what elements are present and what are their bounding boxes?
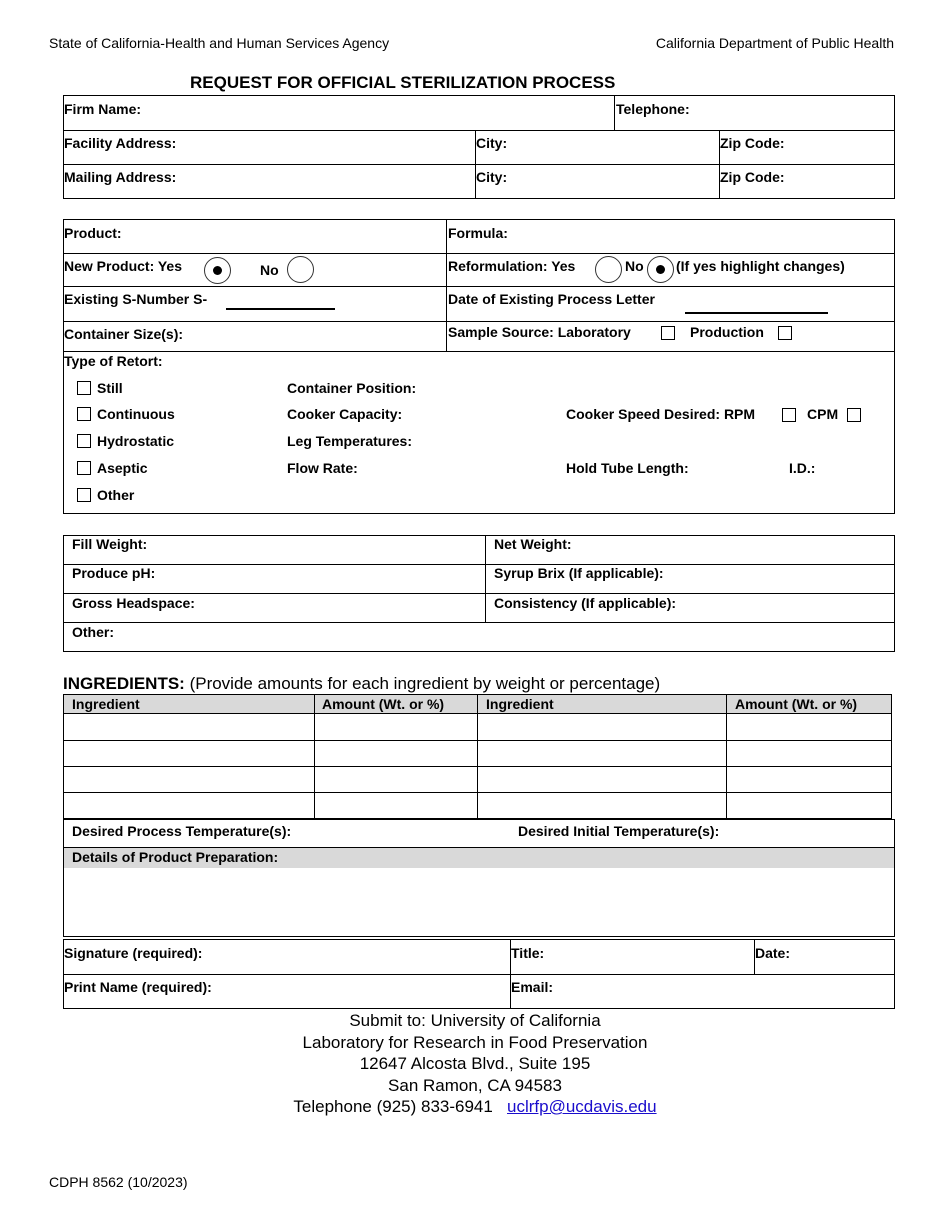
agency-name: State of California-Health and Human Services Agency xyxy=(49,35,390,51)
new-product-label: New Product: Yes xyxy=(64,258,183,274)
retort-aseptic-checkbox[interactable] xyxy=(77,461,91,475)
ingredient-cell[interactable] xyxy=(478,714,726,740)
new-product-no-label: No xyxy=(260,262,279,278)
formula-field[interactable]: Formula: xyxy=(448,225,508,241)
desired-initial-temp-field[interactable]: Desired Initial Temperature(s): xyxy=(518,823,720,839)
ingredient-column-header: Ingredient xyxy=(486,696,554,712)
amount-cell[interactable] xyxy=(315,714,477,740)
existing-letter-date-label: Date of Existing Process Letter xyxy=(448,291,655,307)
existing-s-number-label: Existing S-Number S- xyxy=(64,291,208,307)
submit-line: San Ramon, CA 94583 xyxy=(388,1075,562,1095)
product-preparation-input[interactable] xyxy=(64,869,894,936)
retort-hydrostatic-checkbox[interactable] xyxy=(77,434,91,448)
form-title: REQUEST FOR OFFICIAL STERILIZATION PROCESS xyxy=(190,73,616,92)
amount-column-header: Amount (Wt. or %) xyxy=(322,696,445,712)
submit-line: 12647 Alcosta Blvd., Suite 195 xyxy=(359,1054,591,1073)
mailing-zip-field[interactable]: Zip Code: xyxy=(720,169,785,185)
signer-title-field[interactable]: Title: xyxy=(511,945,545,961)
submit-address xyxy=(0,1010,950,1118)
reformulation-no-radio[interactable] xyxy=(647,256,674,283)
sample-source-label: Sample Source: Laboratory xyxy=(448,324,631,340)
hold-tube-id-field[interactable]: I.D.: xyxy=(789,460,816,476)
hold-tube-length-field[interactable]: Hold Tube Length: xyxy=(566,460,689,476)
sample-laboratory-checkbox[interactable] xyxy=(661,326,675,340)
form-number: CDPH 8562 (10/2023) xyxy=(49,1174,188,1190)
telephone-field[interactable]: Telephone: xyxy=(616,101,690,117)
ingredients-heading xyxy=(63,674,660,694)
ingredient-cell[interactable] xyxy=(64,714,314,740)
reformulation-no-label: No xyxy=(625,258,644,274)
facility-city-field[interactable]: City: xyxy=(476,135,508,151)
ingredients-note: (Provide amounts for each ingredient by weight or percentage) xyxy=(184,674,661,693)
signature-field[interactable]: Signature (required): xyxy=(64,945,203,961)
retort-continuous-checkbox[interactable] xyxy=(77,407,91,421)
submit-line: Submit to: University of California xyxy=(349,1011,601,1030)
amount-cell[interactable] xyxy=(727,714,891,740)
desired-process-temp-field[interactable]: Desired Process Temperature(s): xyxy=(72,823,292,839)
ingredients-heading-bold: INGREDIENTS: xyxy=(63,674,185,693)
cooker-capacity-field[interactable]: Cooker Capacity: xyxy=(287,406,403,422)
gross-headspace-field[interactable]: Gross Headspace: xyxy=(72,595,195,611)
facility-address-field[interactable]: Facility Address: xyxy=(64,135,177,151)
product-field[interactable]: Product: xyxy=(64,225,122,241)
sample-production-checkbox[interactable] xyxy=(778,326,792,340)
existing-letter-date-input[interactable] xyxy=(685,312,828,314)
submit-email-link[interactable]: uclrfp@ucdavis.edu xyxy=(507,1097,657,1116)
print-name-field[interactable]: Print Name (required): xyxy=(64,979,212,995)
firm-name-field[interactable]: Firm Name: xyxy=(64,101,142,117)
consistency-field[interactable]: Consistency (If applicable): xyxy=(494,595,677,611)
reformulation-yes-radio[interactable] xyxy=(595,256,622,283)
amount-column-header: Amount (Wt. or %) xyxy=(735,696,858,712)
date-field[interactable]: Date: xyxy=(755,945,791,961)
ingredient-column-header: Ingredient xyxy=(72,696,140,712)
cooker-speed-cpm-label: CPM xyxy=(807,406,839,422)
container-sizes-field[interactable]: Container Size(s): xyxy=(64,326,184,342)
retort-continuous-label: Continuous xyxy=(97,406,175,422)
syrup-brix-field[interactable]: Syrup Brix (If applicable): xyxy=(494,565,664,581)
leg-temperatures-field[interactable]: Leg Temperatures: xyxy=(287,433,412,449)
mailing-city-field[interactable]: City: xyxy=(476,169,508,185)
produce-ph-field[interactable]: Produce pH: xyxy=(72,565,156,581)
retort-other-checkbox[interactable] xyxy=(77,488,91,502)
cooker-speed-rpm-checkbox[interactable] xyxy=(782,408,796,422)
cooker-speed-label: Cooker Speed Desired: RPM xyxy=(566,406,756,422)
retort-other-label: Other xyxy=(97,487,135,503)
flow-rate-field[interactable]: Flow Rate: xyxy=(287,460,358,476)
existing-s-number-input[interactable] xyxy=(226,308,335,310)
sample-production-label: Production xyxy=(690,324,764,340)
retort-aseptic-label: Aseptic xyxy=(97,460,148,476)
mailing-address-field[interactable]: Mailing Address: xyxy=(64,169,177,185)
retort-still-checkbox[interactable] xyxy=(77,381,91,395)
submit-contact xyxy=(0,1096,950,1118)
submit-line: Laboratory for Research in Food Preservation xyxy=(302,1032,648,1052)
submit-telephone: Telephone (925) 833-6941 xyxy=(293,1097,493,1116)
reformulation-label: Reformulation: Yes xyxy=(448,258,576,274)
reformulation-note: (If yes highlight changes) xyxy=(676,258,845,274)
retort-type-label: Type of Retort: xyxy=(64,353,163,369)
product-preparation-label: Details of Product Preparation: xyxy=(72,849,279,865)
new-product-no-radio[interactable] xyxy=(287,256,314,283)
email-field[interactable]: Email: xyxy=(511,979,554,995)
cooker-speed-cpm-checkbox[interactable] xyxy=(847,408,861,422)
department-name: California Department of Public Health xyxy=(655,35,894,51)
retort-still-label: Still xyxy=(97,380,123,396)
container-position-field[interactable]: Container Position: xyxy=(287,380,417,396)
new-product-yes-radio[interactable] xyxy=(204,257,231,284)
other-field[interactable]: Other: xyxy=(72,624,114,640)
fill-weight-field[interactable]: Fill Weight: xyxy=(72,536,148,552)
net-weight-field[interactable]: Net Weight: xyxy=(494,536,572,552)
retort-hydrostatic-label: Hydrostatic xyxy=(97,433,175,449)
facility-zip-field[interactable]: Zip Code: xyxy=(720,135,785,151)
